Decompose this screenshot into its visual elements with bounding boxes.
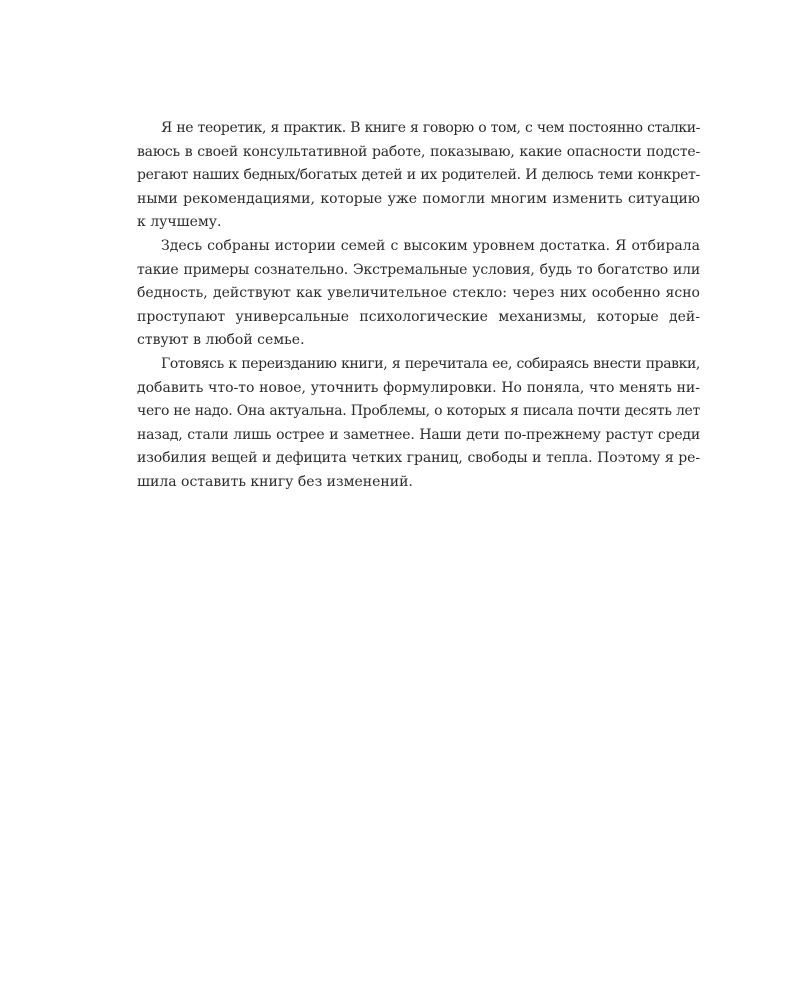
text-line: такие примеры сознательно. Экстремальные условия, будь то богатство или — [137, 261, 700, 278]
text-line: добавить что-то новое, уточнить формулировки. Но поняла, что менять ни- — [137, 379, 700, 396]
text-line: ствуют в любой семье. — [137, 332, 305, 349]
text-line: Здесь собраны истории семей с высоким уровнем достатка. Я отбирала — [161, 237, 700, 254]
text-line: регают наших бедных/богатых детей и их родителей. И делюсь теми конкрет- — [137, 167, 700, 184]
text-line: шила оставить книгу без изменений. — [137, 473, 413, 490]
text-line: бедность, действуют как увеличительное стекло: через них особенно ясно — [137, 285, 700, 302]
body-text — [137, 117, 700, 495]
text-line: изобилия вещей и дефицита четких границ, свободы и тепла. Поэтому я ре- — [137, 450, 700, 467]
text-line: чего не надо. Она актуальна. Проблемы, о которых я писала почти десять лет — [137, 403, 700, 420]
text-line: Я не теоретик, я практик. В книге я говорю о том, с чем постоянно сталки- — [161, 120, 700, 136]
text-line: к лучшему. — [137, 214, 222, 231]
text-line: Готовясь к переизданию книги, я перечитала ее, собираясь внести правки, — [161, 355, 700, 372]
text-line: назад, стали лишь острее и заметнее. Наши дети по-прежнему растут среди — [137, 426, 700, 443]
text-line: ными рекомендациями, которые уже помогли многим изменить ситуацию — [137, 190, 700, 207]
text-line: ваюсь в своей консультативной работе, показываю, какие опасности подсте- — [137, 143, 700, 160]
text-line: проступают универсальные психологические механизмы, которые дей- — [137, 308, 700, 325]
